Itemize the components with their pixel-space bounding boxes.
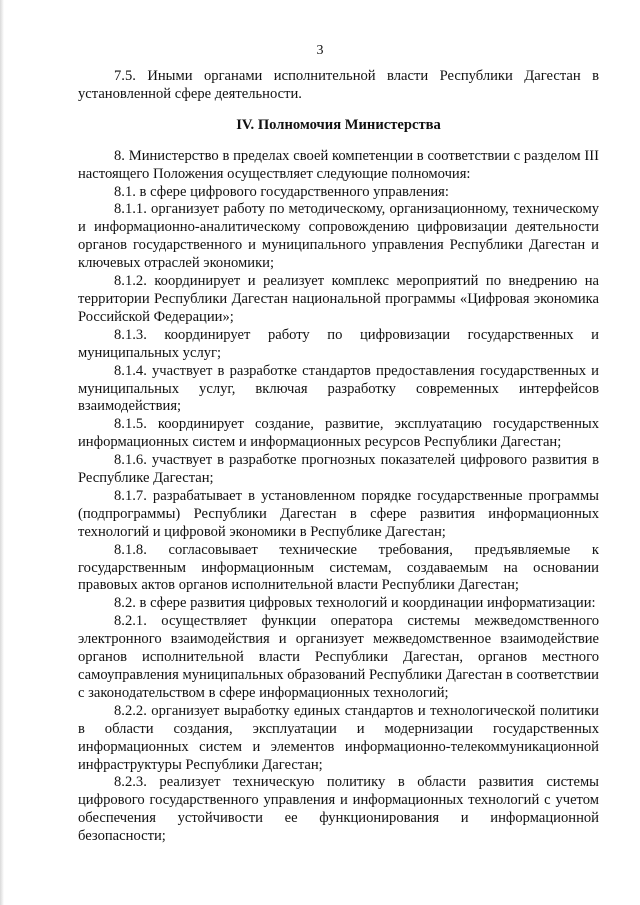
paragraph-8-1: 8.1. в сфере цифрового государственного управления: [114,183,449,200]
paragraph-8-1-6: 8.1.6. участвует в разработке прогнозных показателей цифрового развития в Республике Дагестан; [78,452,599,487]
page-number: 3 [316,43,324,58]
section-heading: IV. Полномочия Министерства [236,116,441,133]
paragraph-8-2-3: 8.2.3. реализует техническую политику в области развития системы цифрового государственного управления и информационных технологий с учетом обеспечения устойчивости ее функционирования и информационной безопасности; [78,774,599,845]
paragraph-8-1-3: 8.1.3. координирует работу по цифровизации государственных и муниципальных услуг; [78,326,599,361]
paragraph-8-1-2: 8.1.2. координирует и реализует комплекс мероприятий по внедрению на территории Республики Дагестан национальной программы «Цифровая экономика Российской Федерации»; [78,273,599,325]
paragraph-8-1-7: 8.1.7. разрабатывает в установленном порядке государственные программы (подпрограммы) Республики Дагестан в сфере развития информационных технологий и цифровой экономики в Республике Дагестан; [78,487,599,540]
paragraph-8-1-8: 8.1.8. согласовывает технические требования, предъявляемые к государственным информационным системам, создаваемым на основании правовых актов органов исполнительной власти Республики Дагестан; [78,541,599,594]
paragraph-8-2: 8.2. в сфере развития цифровых технологий и координации информатизации: [114,595,596,612]
paragraph-8-1-5: 8.1.5. координирует создание, развитие, эксплуатацию государственных информационных систем и информационных ресурсов Республики Дагестан; [78,416,599,451]
paragraph-8-2-1: 8.2.1. осуществляет функции оператора системы межведомственного электронного взаимодействия и организует межведомственное взаимодействие органов исполнительной власти Республики Дагестан, органов местного самоуправления муниципальных образований Республики Дагестан в соответствии с законодательством в сфере информационных технологий; [78,613,599,701]
paragraph-8-2-2: 8.2.2. организует выработку единых стандартов и технологической политики в области создания, эксплуатации и модернизации государственных информационных систем и элементов информационно-телекоммуникационной инфраструктуры Республики Дагестан; [78,702,599,773]
document-body [78,68,599,846]
paragraph-8-1-1: 8.1.1. организует работу по методическому, организационному, техническому и информационно-аналитическому сопровождению цифровизации деятельности органов государственного и муниципального управления Республики Дагестан и ключевых отраслей экономики; [78,201,599,272]
scan-edge-shadow [0,0,4,905]
paragraph-7-5: 7.5. Иными органами исполнительной власти Республики Дагестан в установленной сфере деятельности. [78,68,599,102]
paragraph-8: 8. Министерство в пределах своей компетенции в соответствии с разделом III настоящего Положения осуществляет следующие полномочия: [78,147,599,182]
paragraph-8-1-4: 8.1.4. участвует в разработке стандартов предоставления государственных и муниципальных услуг, включая разработку современных интерфейсов взаимодействия; [78,362,599,415]
